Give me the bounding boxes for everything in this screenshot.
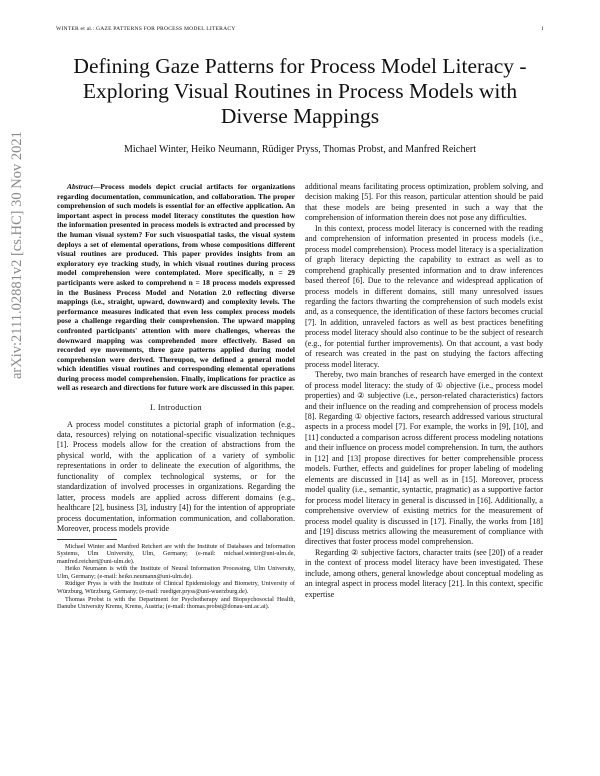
body-paragraph: additional means facilitating process optimization, problem solving, and decision making [5]. For this reason, particular attention should be paid that these models are being presented in such a way that the comprehension of information therein does not pose any difficulties. [305,182,543,223]
section-heading: I. Introduction [150,403,202,413]
abstract [57,182,295,393]
body-paragraph: Regarding ② subjective factors, character traits (see [20]) of a reader in the context of process model literacy have been investigated. These include, among others, general knowledge about conceptual modeling as an integral aspect in process model literacy [21]. In this context, specific expertise [305,547,543,599]
left-column [57,182,295,611]
footnote-affiliation-3: Rüdiger Pryss is with the Institute of Clinical Epidemiology and Biometry, University of Würzburg, Würzburg, Germany; (e-mail: ruediger.pryss@uni-wuerzburg.de). [57,580,295,596]
abstract-label: Abstract [67,182,93,191]
author-list: Michael Winter, Heiko Neumann, Rüdiger Pryss, Thomas Probst, and Manfred Reichert [123,144,477,155]
page-number: 1 [541,26,544,32]
running-header [56,26,544,32]
footnote-affiliation-2: Heiko Neumann is with the Institute of Neural Information Processing, Ulm University, Ulm, Germany; (e-mail: heiko.neumann@uni-ulm.de). [57,565,295,580]
footnote-affiliation-1: Michael Winter and Manfred Reichert are with the Institute of Databases and Information Systems, Ulm University, Ulm, Germany; (e-mail: michael.winter@uni-ulm.de, manfred.reichert@uni-ulm.de). [57,542,295,565]
abstract-text: —Process models depict crucial artifacts for organizations regarding documentation, communication, and collaboration. The proper comprehension of such models is essential for an effective application. An important aspect in process model literacy constitutes the question how the information presented in process models is extracted and processed by the human visual system? For such visuospatial tasks, the visual system deploys a set of elemental operations, from whose compositions different visual routines are produced. This paper provides insights from an exploratory eye tracking study, in which visual routines during process model comprehension were contemplated. More specifically, n = 29 participants were asked to comprehend n = 18 process models expressed in the Business Process Model and Notation 2.0 reflecting diverse mappings (i.e., straight, upward, downward) and complexity levels. The performance measures indicated that even less complex process models pose a challenge regarding their comprehension. The upward mapping confronted participants' attention with more challenges, whereas the downward mapping was comprehended more effectively. Based on recorded eye movements, three gaze patterns applied during model comprehension were derived. Thereupon, we defined a general model which identifies visual routines and corresponding elemental operations during process model comprehension. Finally, implications for practice as well as research and directions for future work are discussed in this paper. [57,182,295,393]
body-paragraph: In this context, process model literacy is concerned with the reading and comprehension of information presented in process models (i.e., process model comprehension). Process model literacy is a specialization of graph literacy depicting the capability to extract as well as to comprehend graphically presented information and to draw inferences based thereof [6]. Due to the relevance and widespread application of process models in different domains, still many unresolved issues regarding the factors thwarting the comprehension of such models exist and, as a consequence, the identification of these factors becomes crucial [7]. In addition, unraveled factors as well as best practices benefiting process model literacy should also continue to be the subject of research (e.g., for potential further improvements). On that account, a vast body of research was created in the past on studying the factors affecting process model literacy. [305,223,543,369]
footnote-rule [57,539,117,540]
footnote-affiliation-4: Thomas Probst is with the Department for Psychotherapy and Biopsychosocial Health, Danube University Krems, Krems, Austria; (e-mail: thomas.probst@donau-uni.ac.at). [57,595,295,611]
body-paragraph: Thereby, two main branches of research have emerged in the context of process model literacy: the study of ① objective (i.e., process model properties) and ② subjective (i.e., person-related characteristics) factors and their influence on the reading and comprehension of process models [8]. Regarding ① objective factors, research addressed various structural aspects in a process model [7]. For example, the works in [9], [10], and [11] conducted a comparison across different process modeling notations and their influence on process model comprehension. In turn, the authors in [12] and [13] propose directives for better comprehensible process models. Further, effects and guidelines for proper labeling of modeling elements are discussed in [14] as well as in [15]. Moreover, process model quality (i.e., semantic, syntactic, pragmatic) as a supportive factor for process model literacy in general is discussed in [16]. Additionally, a comprehensive overview of existing metrics for the measurement of process model quality is discussed in [17]. Finally, the works from [18] and [19] discuss metrics allowing the measurement of compliance with directives that foster process model comprehension. [305,370,543,547]
arxiv-stamp: arXiv:2111.02881v2 [cs.HC] 30 Nov 2021 [9,131,25,379]
right-column [305,182,543,600]
running-title: WINTER et al.: GAZE PATTERNS FOR PROCESS MODEL LITERACY [56,26,236,32]
intro-paragraph: A process model constitutes a pictorial graph of information (e.g., data, resources) relying on notational-specific visualization techniques [1]. Process models allow for the creation of abstractions from the physical world, with the application of a variety of symbolic representations in order to delineate the execution of algorithms, the functionality of complex technological systems, or for the standardization of involved processes in organizations. Regarding the latter, process models are applied across different domains (e.g., healthcare [2], business [3], industry [4]) for the intention of appropriate process documentation, information communication, and collaboration. Moreover, process models provide [57,419,295,534]
paper-title: Defining Gaze Patterns for Process Model Literacy - Exploring Visual Routines in Process Models with Diverse Mappings [73,54,527,128]
